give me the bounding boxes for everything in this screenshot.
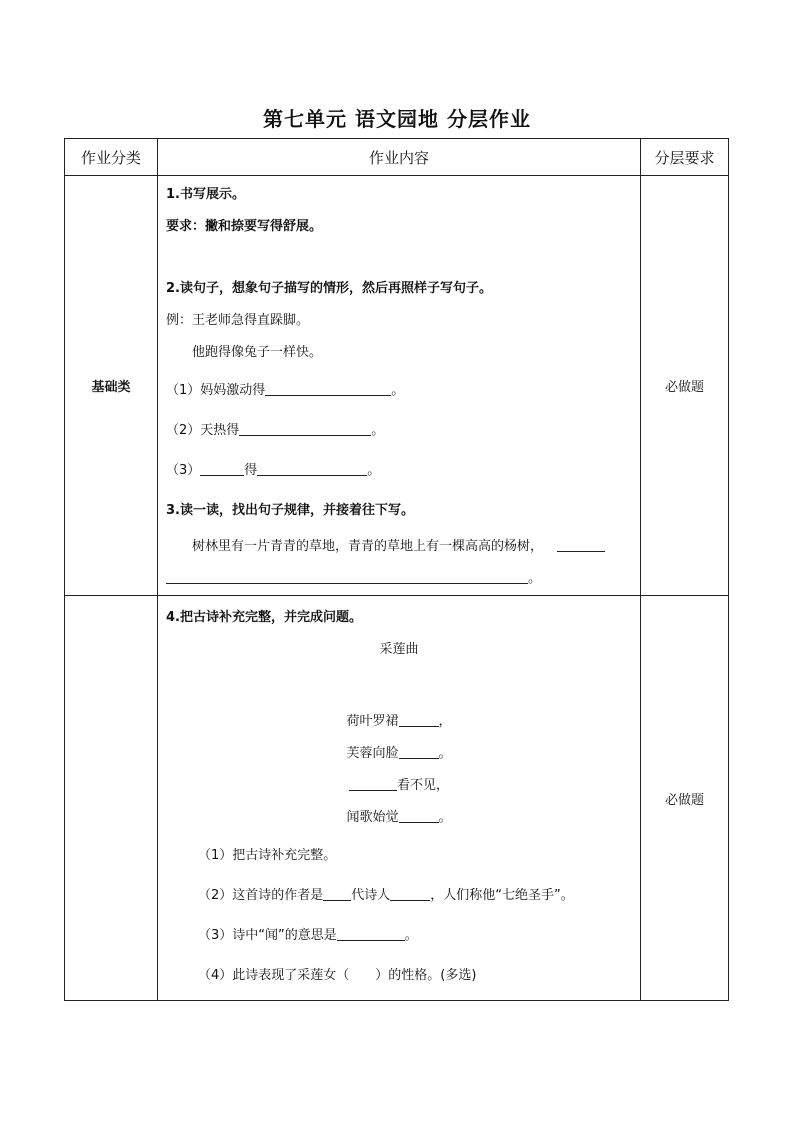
sub-text: （2）这首诗的作者是 xyxy=(198,888,324,903)
question-3-text xyxy=(166,531,632,563)
content-cell xyxy=(158,176,641,596)
period: 。 xyxy=(528,571,542,586)
answer-blank[interactable] xyxy=(166,567,528,584)
header-content: 作业内容 xyxy=(158,139,641,176)
item-label: （3） xyxy=(166,463,201,478)
item-label: （1）妈妈激动得 xyxy=(166,383,266,398)
poem-punct: 。 xyxy=(438,810,452,825)
table-row xyxy=(65,596,729,1001)
poem-punct: ， xyxy=(438,714,452,729)
poem-title: 采莲曲 xyxy=(379,642,419,657)
content-cell xyxy=(158,596,641,1001)
poem-line-3 xyxy=(166,770,632,802)
question-4-title: 4.把古诗补充完整，并完成问题。 xyxy=(166,610,362,625)
answer-blank[interactable] xyxy=(399,806,439,823)
requirement-cell: 必做题 xyxy=(641,176,729,596)
question-4-sub-3 xyxy=(166,920,632,952)
item-label: （2）天热得 xyxy=(166,423,240,438)
poem-line-4 xyxy=(166,802,632,834)
question-3-title: 3.读一读，找出句子规律，并接着往下写。 xyxy=(166,503,414,518)
question-3-continuation xyxy=(166,563,632,595)
question-2-item-3 xyxy=(166,455,632,487)
question-4-sub-4: （4）此诗表现了采莲女（ ）的性格。(多选) xyxy=(198,968,477,983)
answer-blank[interactable] xyxy=(390,884,430,901)
period: 。 xyxy=(367,463,381,478)
sub-text: ，人们称他“七绝圣手”。 xyxy=(430,888,574,903)
question-1-title: 1.书写展示。 xyxy=(166,187,245,202)
answer-blank[interactable] xyxy=(257,459,367,476)
answer-blank[interactable] xyxy=(239,419,371,436)
category-cell xyxy=(65,596,158,1001)
table-header-row xyxy=(65,139,729,176)
sub-text: 。 xyxy=(404,928,418,943)
answer-blank[interactable] xyxy=(399,710,439,727)
question-1-requirement: 要求：撇和捺要写得舒展。 xyxy=(166,219,323,234)
page-title: 第七单元 语文园地 分层作业 xyxy=(263,107,531,131)
category-cell: 基础类 xyxy=(65,176,158,596)
table-row xyxy=(65,176,729,596)
homework-table xyxy=(64,138,729,1001)
question-2-item-1 xyxy=(166,375,632,407)
question-2-example: 例：王老师急得直跺脚。 xyxy=(166,313,310,328)
header-category: 作业分类 xyxy=(65,139,158,176)
poem-text: 闻歌始觉 xyxy=(346,810,399,825)
sub-text: （3）诗中“闻”的意思是 xyxy=(198,928,337,943)
poem-text: 芙蓉向脸 xyxy=(346,746,399,761)
poem-text: 看不见， xyxy=(396,778,449,793)
poem-line-1 xyxy=(166,706,632,738)
item-middle: 得 xyxy=(244,463,258,478)
requirement-cell: 必做题 xyxy=(641,596,729,1001)
answer-blank[interactable] xyxy=(200,459,244,476)
poem-text: 荷叶罗裙 xyxy=(346,714,399,729)
question-3-sentence: 树林里有一片青青的草地，青青的草地上有一棵高高的杨树， xyxy=(192,539,544,554)
question-4-sub-1: （1）把古诗补充完整。 xyxy=(198,848,337,863)
answer-blank[interactable] xyxy=(399,742,439,759)
answer-blank[interactable] xyxy=(323,884,351,901)
question-4-sub-2 xyxy=(166,880,632,912)
answer-blank[interactable] xyxy=(337,924,405,941)
period: 。 xyxy=(371,423,385,438)
poem-line-2 xyxy=(166,738,632,770)
poem-punct: 。 xyxy=(438,746,452,761)
question-2-item-2 xyxy=(166,415,632,447)
sub-text: 代诗人 xyxy=(351,888,391,903)
header-requirement: 分层要求 xyxy=(641,139,729,176)
answer-blank[interactable] xyxy=(349,774,397,791)
answer-blank[interactable] xyxy=(557,535,605,552)
answer-blank[interactable] xyxy=(265,379,391,396)
question-2-title: 2.读句子，想象句子描写的情形，然后再照样子写句子。 xyxy=(166,281,492,296)
question-2-example-2: 他跑得像兔子一样快。 xyxy=(192,345,323,360)
period: 。 xyxy=(391,383,405,398)
